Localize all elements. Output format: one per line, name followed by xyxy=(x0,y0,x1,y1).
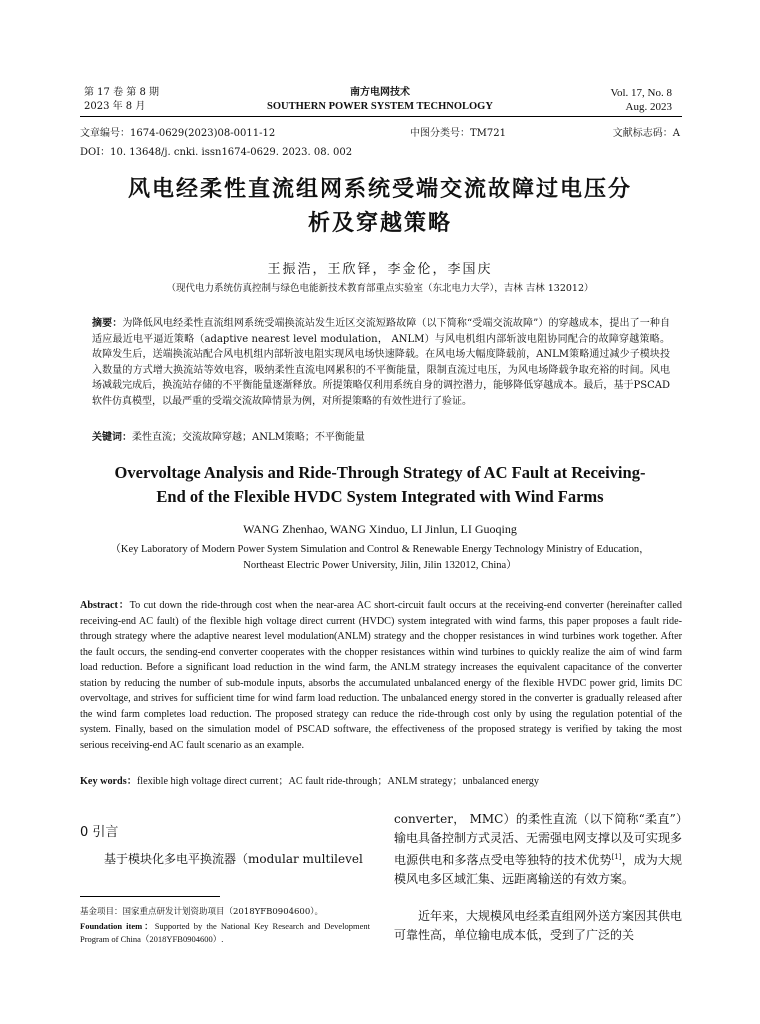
class-number: 中图分类号：TM721 xyxy=(410,128,506,139)
keywords-zh-text: 柔性直流；交流故障穿越；ANLM策略；不平衡能量 xyxy=(132,432,365,443)
affiliation-en-line1: （Key Laboratory of Modern Power System Simulation and Control & Renewable Energy Technology Ministry of Education， xyxy=(110,544,650,555)
intro-right-paragraph-2: 近年来，大规模风电经柔直组网外送方案因其供电可靠性高，单位输电成本低，受到了广泛的关 xyxy=(394,909,683,942)
authors-en: WANG Zhenhao, WANG Xinduo, LI Jinlun, LI Guoqing xyxy=(243,522,517,536)
header-journal-zh: 南方电网技术 xyxy=(350,87,410,98)
abstract-zh-label: 摘要： xyxy=(92,318,123,329)
header-rule xyxy=(80,116,682,117)
footnote-fund-en-label: Foundation item： xyxy=(80,921,155,931)
intro-left-paragraph: 基于模块化多电平换流器（modular multilevel xyxy=(104,852,363,866)
title-en-line1: Overvoltage Analysis and Ride-Through Strategy of AC Fault at Receiving- xyxy=(114,463,646,482)
authors-zh: 王振浩，王欣铎，李金伦，李国庆 xyxy=(267,262,493,277)
abstract-en-text: To cut down the ride-through cost when the near-area AC short-circuit fault occurs at the receiving-end converter (hereinafter called receiving-end AC fault) of the flexible high voltage direct current (HVDC) system integrated with wind farms, this paper proposes a fault ride-through strategy where the adaptive nearest level modulation(ANLM) strategy and the chopper resistances in wind turbines work together. After the fault occurs, the sending-end converter cooperates with the chopper resistances within wind turbines to quickly realize the aim of wind farm load reduction. Before a significant load reduction in the wind farm, the ANLM strategy increases the equivalent capacitance of the converter station by reducing the number of sub-module inputs, absorbs the accumulated unbalanced energy of the flexible HVDC power grid, limits DC overvoltage, and strives for sufficient time for wind farm load reduction. The unbalanced energy stored in the converter is gradually released after the wind farm completes load reduction. The proposed strategy can reduce the ride-through cost only by using the regulation potential of the system. Finally, based on the simulation model of PSCAD software, the effectiveness of the proposed strategy is verified by taking the most serious receiving-end AC fault scenario as an example. xyxy=(80,600,682,751)
article-number: 文章编号：1674-0629(2023)08-0011-12 xyxy=(80,128,276,139)
footnote-fund-en xyxy=(80,920,370,946)
header-volume-en: Vol. 17, No. 8 xyxy=(610,87,672,99)
section-heading: 0 引言 xyxy=(80,825,119,840)
header-date-zh: 2023 年 8 月 xyxy=(84,101,146,112)
doi: DOI：10. 13648/j. cnki. issn1674-0629. 2023. 08. 002 xyxy=(80,147,353,158)
title-en-line2: End of the Flexible HVDC System Integrated with Wind Farms xyxy=(156,487,604,506)
footnote-rule xyxy=(80,896,220,897)
footnote-fund-zh: 基金项目：国家重点研发计划资助项目（2018YFB0904600）。 xyxy=(80,907,323,917)
affiliation-zh: （现代电力系统仿真控制与绿色电能新技术教育部重点实验室（东北电力大学），吉林 吉林 132012） xyxy=(166,283,594,294)
citation-1: [1] xyxy=(611,853,622,861)
abstract-zh xyxy=(92,316,670,409)
header-date-en: Aug. 2023 xyxy=(625,101,672,113)
title-zh-line2: 析及穿越策略 xyxy=(307,211,452,236)
header-journal-en: SOUTHERN POWER SYSTEM TECHNOLOGY xyxy=(267,101,493,112)
intro-right-p1-suffix: ，成为大规模风电多区域汇集、远距离输送的有效方案。 xyxy=(394,853,682,886)
document-code: 文献标志码：A xyxy=(612,128,680,139)
keywords-zh-label: 关键词： xyxy=(92,432,132,443)
footnote-fund-en-text: Supported by the National Key Research and Development Program of China（2018YFB0904600）. xyxy=(80,921,371,944)
keywords-zh xyxy=(92,430,670,446)
intro-right-paragraph-1 xyxy=(394,810,682,889)
title-zh-line1: 风电经柔性直流组网系统受端交流故障过电压分 xyxy=(127,177,632,202)
abstract-en xyxy=(80,598,682,753)
intro-right-p1-prefix: converter， MMC）的柔性直流（以下简称“柔直”）输电具备控制方式灵活、无需强电网支撑以及可实现多电源供电和多落点受电等独特的技术优势 xyxy=(394,812,683,867)
keywords-en-label: Key words： xyxy=(80,776,137,787)
keywords-en xyxy=(80,774,682,790)
abstract-en-label: Abstract： xyxy=(80,600,130,611)
abstract-zh-text: 为降低风电经柔性直流组网系统受端换流站发生近区交流短路故障（以下简称“受端交流故障”）的穿越成本，提出了一种自适应最近电平逼近策略（adaptive nearest level modulation， ANLM）与风电机组内部斩波电阻协同配合的故障穿越策略。故障发生后，送端换流站配合风电机组内部斩波电阻实现风电场快速降载。在风电场大幅度降载前，ANLM策略通过减少子模块投入数量的方式增大换流站等效电容，吸纳柔性直流电网累积的不平衡能量，限制直流过电压，为风电场降载争取充裕的时间。风电场减载完成后，换流站存储的不平衡能量逐渐释放。所提策略仅利用系统自身的调控潜力，能够降低穿越成本。最后，基于PSCAD软件仿真模型，以最严重的受端交流故障情景为例，对所提策略的有效性进行了验证。 xyxy=(92,318,671,407)
header-volume-zh: 第 17 卷 第 8 期 xyxy=(84,87,159,98)
affiliation-en-line2: Northeast Electric Power University, Jilin, Jilin 132012, China） xyxy=(243,560,517,571)
keywords-en-text: flexible high voltage direct current；AC fault ride-through；ANLM strategy；unbalanced energy xyxy=(136,776,539,787)
